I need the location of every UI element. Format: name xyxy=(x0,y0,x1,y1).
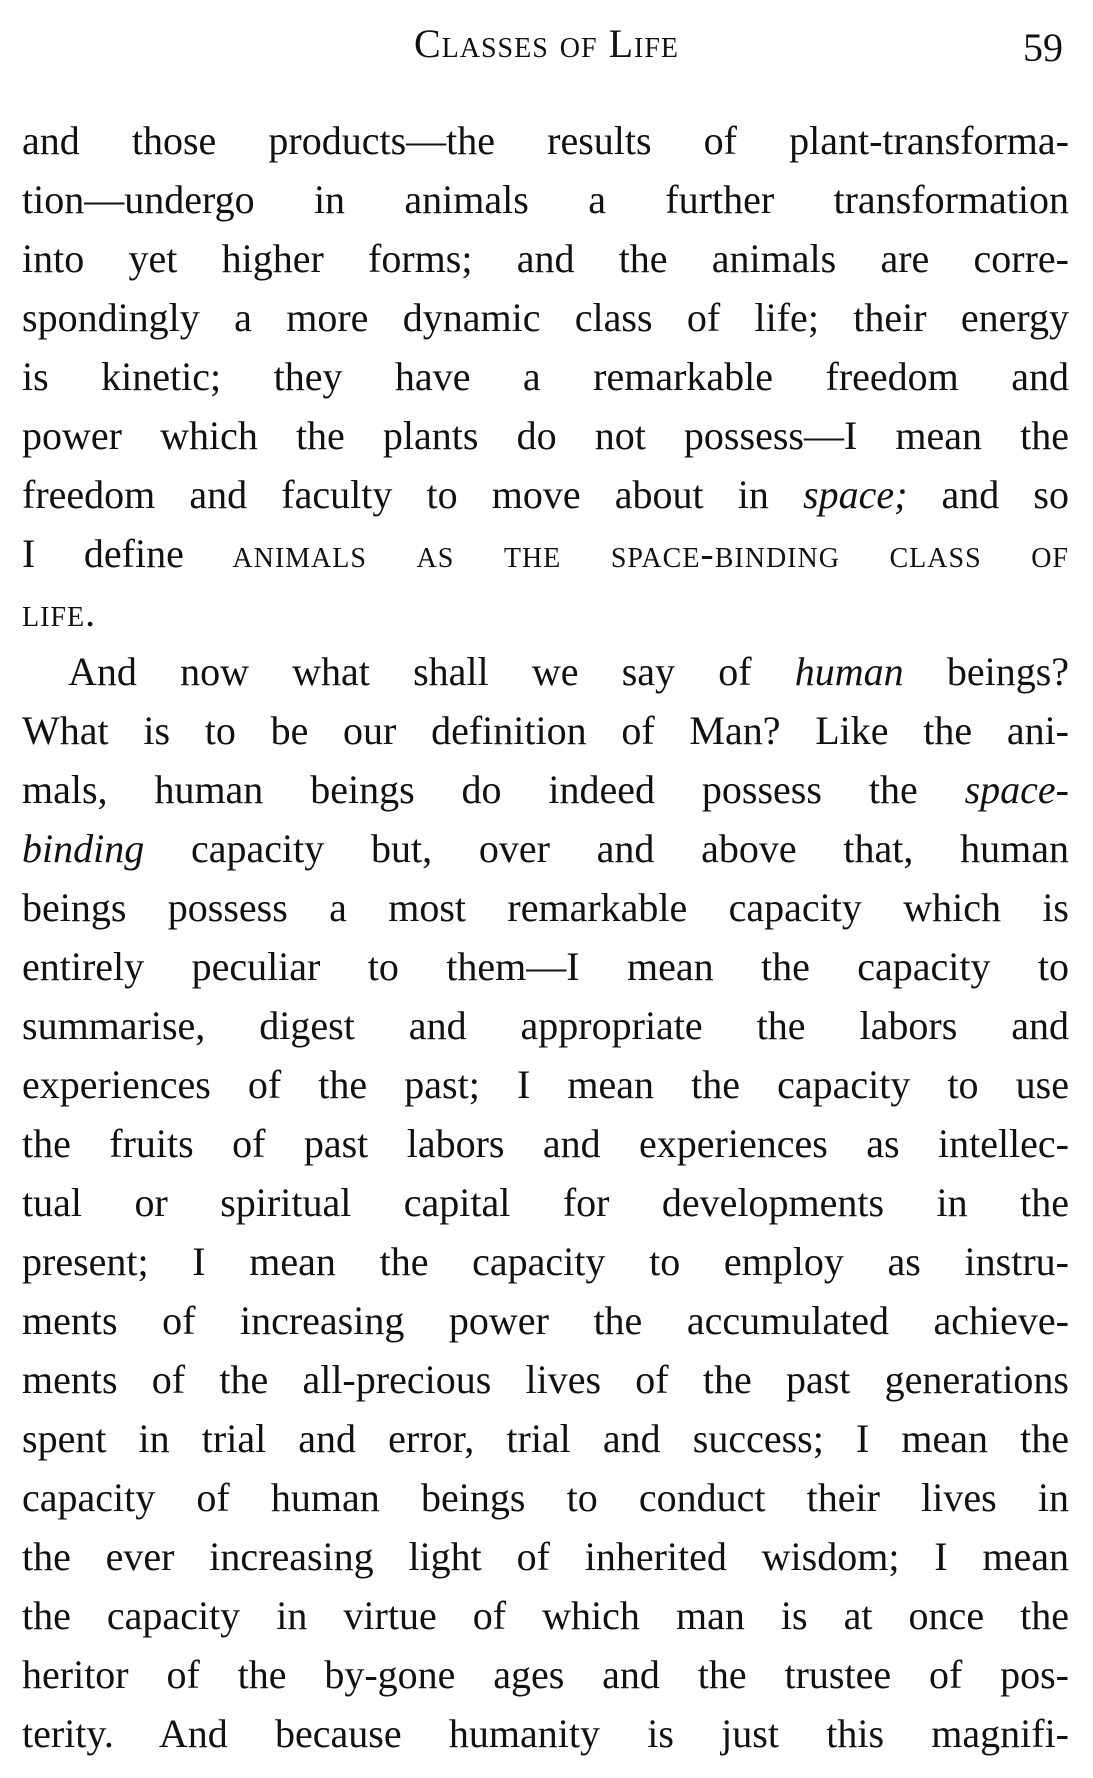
text-line: What is to be our definition of Man? Like the ani- xyxy=(22,708,1069,753)
text-segment: And now what shall we say of xyxy=(68,649,795,694)
text-line: experiences of the past; I mean the capacity to use xyxy=(22,1062,1069,1107)
italic-term: space- xyxy=(964,767,1069,812)
text-line: ments of increasing power the accumulated achieve- xyxy=(22,1298,1069,1343)
text-segment: capacity but, over and above that, human xyxy=(144,826,1069,871)
text-line: terity. And because humanity is just this magnifi- xyxy=(22,1711,1069,1756)
text-line: capacity of human beings to conduct their lives in xyxy=(22,1475,1069,1520)
text-line: spent in trial and error, trial and success; I mean the xyxy=(22,1416,1069,1461)
text-line: life. xyxy=(22,590,97,635)
text-line xyxy=(22,642,1069,701)
body-text xyxy=(22,111,1069,1763)
running-title: Classes of Life xyxy=(413,21,680,66)
text-line: tual or spiritual capital for developments in the xyxy=(22,1180,1069,1225)
text-line: spondingly a more dynamic class of life; their energy xyxy=(22,295,1069,340)
text-line: the capacity in virtue of which man is at once the xyxy=(22,1593,1069,1638)
page-number: 59 xyxy=(1023,25,1063,70)
text-line: and those products—the results of plant-transforma- xyxy=(22,118,1069,163)
italic-term: space; xyxy=(803,472,908,517)
text-line xyxy=(22,524,1069,583)
text-segment: mals, human beings do indeed possess the xyxy=(22,767,965,812)
text-segment: and so xyxy=(907,472,1069,517)
text-line: power which the plants do not possess—I mean the xyxy=(22,413,1069,458)
text-line xyxy=(22,819,1069,878)
text-line: tion—undergo in animals a further transformation xyxy=(22,177,1069,222)
small-caps-definition: animals as the space-binding class of xyxy=(232,531,1069,576)
italic-term: binding xyxy=(22,826,145,871)
text-segment: beings? xyxy=(903,649,1069,694)
text-line: the fruits of past labors and experiences as intellec- xyxy=(22,1121,1069,1166)
text-line xyxy=(22,465,1069,524)
text-line: entirely peculiar to them—I mean the capacity to xyxy=(22,944,1069,989)
text-line: beings possess a most remarkable capacity which is xyxy=(22,885,1069,930)
text-line: into yet higher forms; and the animals are corre- xyxy=(22,236,1069,281)
italic-term: human xyxy=(794,649,904,694)
text-line: summarise, digest and appropriate the labors and xyxy=(22,1003,1069,1048)
text-segment: freedom and faculty to move about in xyxy=(22,472,803,517)
text-line: is kinetic; they have a remarkable freedom and xyxy=(22,354,1069,399)
text-line: present; I mean the capacity to employ as instru- xyxy=(22,1239,1069,1284)
text-line: the ever increasing light of inherited wisdom; I mean xyxy=(22,1534,1069,1579)
running-head xyxy=(0,16,1093,72)
paragraph-1 xyxy=(22,111,1069,642)
text-line: ments of the all-precious lives of the past generations xyxy=(22,1357,1069,1402)
paragraph-2 xyxy=(22,642,1069,1763)
text-line xyxy=(22,760,1069,819)
text-line: heritor of the by-gone ages and the trustee of pos- xyxy=(22,1652,1069,1697)
text-segment: I define xyxy=(22,531,233,576)
